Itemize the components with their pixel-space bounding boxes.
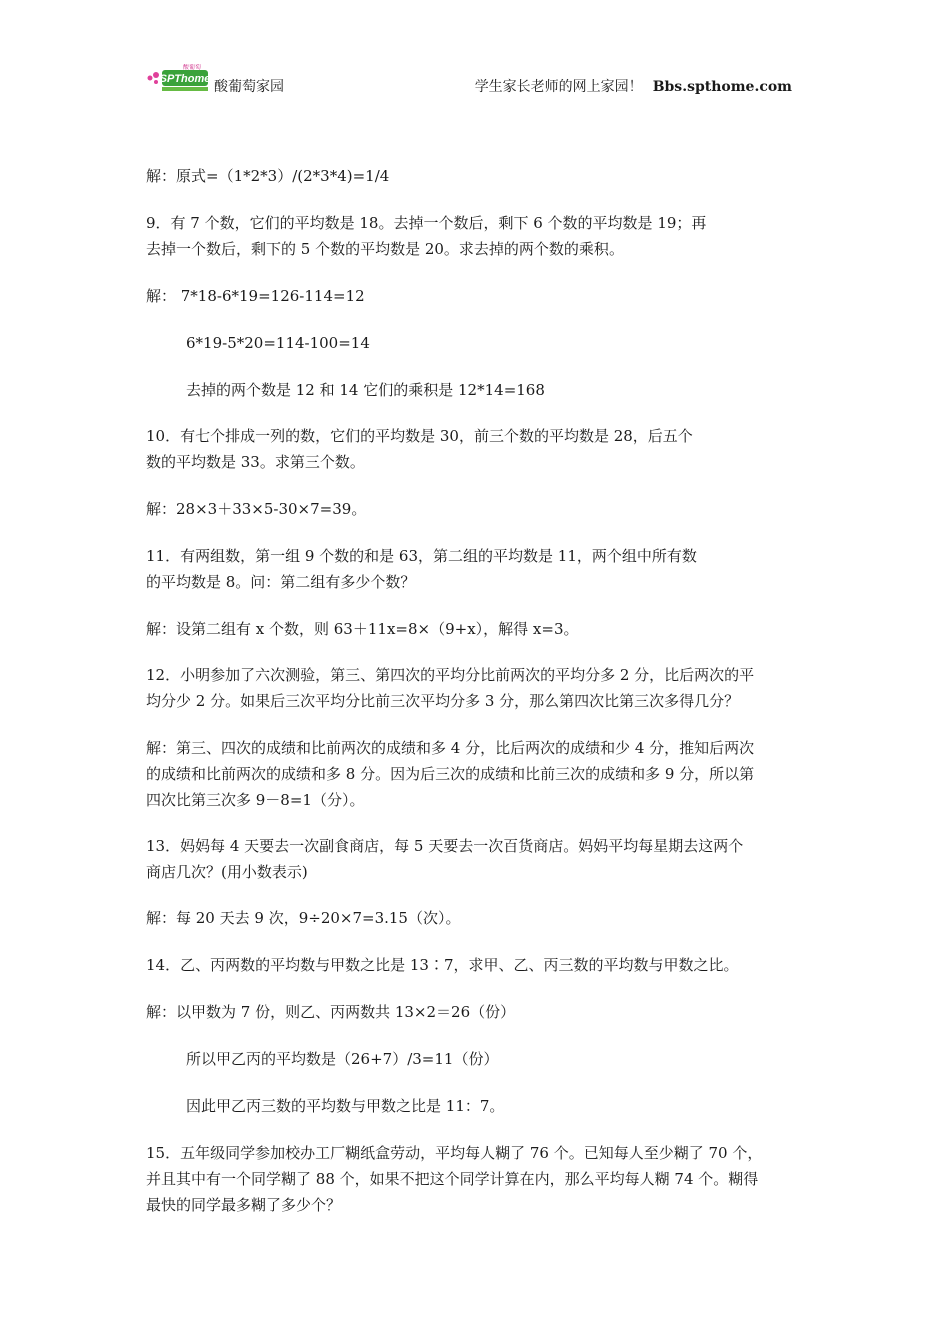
text-line: 解： 7*18-6*19=126-114=12 xyxy=(146,287,365,305)
slogan-text: 学生家长老师的网上家园！ xyxy=(474,79,643,95)
text-line: 解：设第二组有 x 个数，则 63＋11x=8×（9+x），解得 x=3。 xyxy=(146,620,579,638)
text-line: 9．有 7 个数，它们的平均数是 18。去掉一个数后，剩下 6 个数的平均数是 19；再 xyxy=(146,214,707,232)
text-line: 四次比第三次多 9－8=1（分）。 xyxy=(146,791,365,809)
text-line: 的成绩和比前两次的成绩和多 8 分。因为后三次的成绩和比前三次的成绩和多 9 分，所以第 xyxy=(146,765,755,783)
text-line: 11．有两组数，第一组 9 个数的和是 63，第二组的平均数是 11，两个组中所有数 xyxy=(146,547,697,565)
text-line: 的平均数是 8。问：第二组有多少个数？ xyxy=(146,573,416,591)
text-line: 解：以甲数为 7 份，则乙、丙两数共 13×2＝26（份） xyxy=(146,1003,516,1021)
text-line: 均分少 2 分。如果后三次平均分比前三次平均分多 3 分，那么第四次比第三次多得几分？ xyxy=(146,692,740,710)
spthome-logo xyxy=(146,64,210,94)
text-line: 6*19-5*20=114-100=14 xyxy=(186,334,370,352)
text-line: 14．乙、丙两数的平均数与甲数之比是 13∶7，求甲、乙、丙三数的平均数与甲数之比。 xyxy=(146,956,739,974)
text-line: 13．妈妈每 4 天要去一次副食商店，每 5 天要去一次百货商店。妈妈平均每星期去这两个 xyxy=(146,837,744,855)
text-line: 去掉一个数后，剩下的 5 个数的平均数是 20。求去掉的两个数的乘积。 xyxy=(146,240,624,258)
page-header xyxy=(146,62,806,98)
slogan xyxy=(475,76,792,96)
svg-text:酸葡萄: 酸葡萄 xyxy=(182,64,202,71)
svg-text:SPThome: SPThome xyxy=(159,73,210,85)
site-name: 酸葡萄家园 xyxy=(214,79,284,95)
text-line: 并且其中有一个同学糊了 88 个，如果不把这个同学计算在内，那么平均每人糊 74 个。糊得 xyxy=(146,1170,759,1188)
text-line: 10．有七个排成一列的数，它们的平均数是 30，前三个数的平均数是 28，后五个 xyxy=(146,427,693,445)
text-line: 解：28×3＋33×5-30×7=39。 xyxy=(146,500,367,518)
text-line: 解：第三、四次的成绩和比前两次的成绩和多 4 分，比后两次的成绩和少 4 分，推知后两次 xyxy=(146,739,755,757)
text-line: 数的平均数是 33。求第三个数。 xyxy=(146,453,365,471)
text-line: 解：原式=（1*2*3）/(2*3*4)=1/4 xyxy=(146,167,390,185)
text-line: 12．小明参加了六次测验，第三、第四次的平均分比前两次的平均分多 2 分，比后两次的平 xyxy=(146,666,755,684)
text-line: 最快的同学最多糊了多少个？ xyxy=(146,1196,342,1214)
text-line: 因此甲乙丙三数的平均数与甲数之比是 11：7。 xyxy=(186,1097,505,1115)
text-line: 15．五年级同学参加校办工厂糊纸盒劳动，平均每人糊了 76 个。已知每人至少糊了 70 个， xyxy=(146,1144,763,1162)
text-line: 所以甲乙丙的平均数是（26+7）/3=11（份） xyxy=(186,1050,499,1068)
site-url[interactable]: Bbs.spthome.com xyxy=(652,79,792,95)
text-line: 解：每 20 天去 9 次，9÷20×7=3.15（次）。 xyxy=(146,909,461,927)
text-line: 去掉的两个数是 12 和 14 它们的乘积是 12*14=168 xyxy=(186,381,545,399)
text-line: 商店几次？(用小数表示) xyxy=(146,863,308,881)
